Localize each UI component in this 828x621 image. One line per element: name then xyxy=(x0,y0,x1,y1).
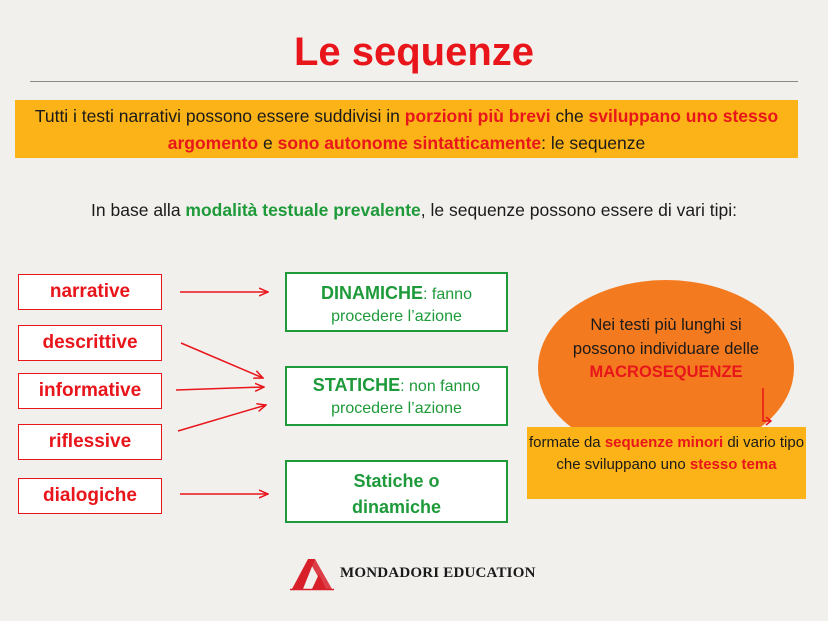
intro-highlight: sono autonome sintatticamente xyxy=(277,133,542,153)
logo-text: MONDADORI EDUCATION xyxy=(340,565,536,581)
type-dialogiche: dialogiche xyxy=(18,478,162,514)
macro-highlight: MACROSEQUENZE xyxy=(589,363,743,381)
intro-highlight: sviluppano uno stesso argomento xyxy=(167,106,779,153)
formate-box xyxy=(527,427,806,499)
formate-highlight: sequenze minori xyxy=(604,434,724,451)
macro-text xyxy=(570,314,762,385)
type-riflessive: riflessive xyxy=(18,424,162,460)
category-statiche-desc: : non fanno procedere l’azione xyxy=(331,378,481,417)
formate-text: di vario tipo che sviluppano uno xyxy=(556,434,805,473)
subtitle-text: In base alla xyxy=(91,200,186,220)
intro-highlight: porzioni più brevi xyxy=(404,106,551,126)
subtitle-highlight: modalità testuale prevalente xyxy=(185,200,421,220)
type-descrittive: descrittive xyxy=(18,325,162,361)
intro-text: Tutti i testi narrativi possono essere suddivisi in xyxy=(34,106,405,126)
publisher-logo xyxy=(288,556,548,592)
category-either-head: Statiche o dinamiche xyxy=(351,471,442,517)
logo-mark-icon xyxy=(288,556,336,592)
category-dinamiche-head: DINAMICHE xyxy=(321,283,424,303)
arrow-riflessive xyxy=(178,405,266,431)
intro-text: : le sequenze xyxy=(541,133,646,153)
macro-text-body: Nei testi più lunghi si possono individuare delle xyxy=(572,316,760,358)
subtitle-text: , le sequenze possono essere di vari tipi: xyxy=(420,200,737,220)
category-dinamiche-desc: : fanno procedere l’azione xyxy=(331,286,472,325)
category-statiche-head: STATICHE xyxy=(312,375,401,395)
intro-text: che xyxy=(550,106,589,126)
type-informative: informative xyxy=(18,373,162,409)
intro-text: e xyxy=(258,133,278,153)
formate-text: formate da xyxy=(528,434,605,451)
page-title: Le sequenze xyxy=(293,30,535,74)
formate-highlight: stesso tema xyxy=(689,455,777,473)
arrow-informative xyxy=(176,387,264,390)
type-narrative: narrative xyxy=(18,274,162,310)
arrow-descrittive xyxy=(181,343,263,378)
